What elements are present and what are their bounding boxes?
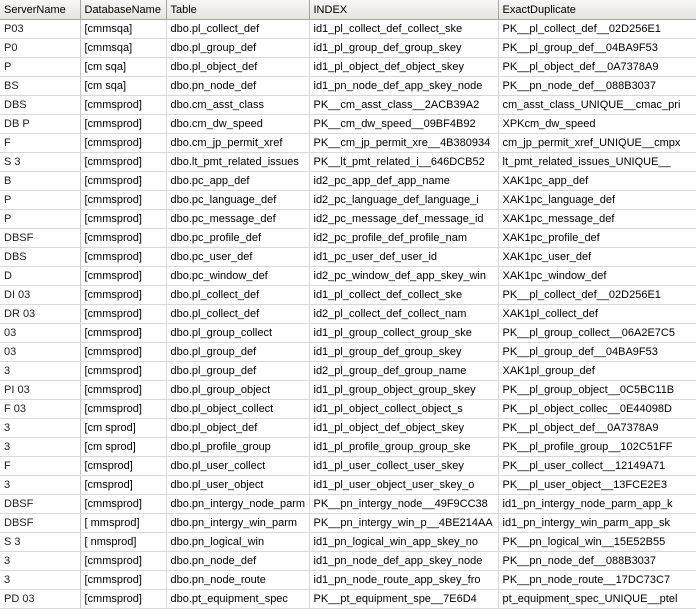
table-row[interactable] [0,191,696,210]
table-cell-databasename[interactable]: [cmmsprod] [80,210,166,229]
table-cell-databasename[interactable]: [cm sprod] [80,438,166,457]
table-cell-table[interactable]: dbo.pl_group_def [166,343,309,362]
table-cell-index[interactable]: id1_pl_collect_def_collect_ske [309,286,498,305]
table-cell-exactduplicate[interactable]: PK__pl_object_collec__0E44098D [498,400,696,419]
table-cell-exactduplicate[interactable]: XAK1pc_profile_def [498,229,696,248]
table-cell-servername[interactable]: 3 [0,362,80,381]
table-cell-exactduplicate[interactable]: XAK1pl_collect_def [498,305,696,324]
table-row[interactable] [0,590,696,609]
table-row[interactable] [0,134,696,153]
table-cell-databasename[interactable]: [cmsprod] [80,476,166,495]
table-cell-table[interactable]: dbo.pl_group_def [166,362,309,381]
table-cell-servername[interactable]: 3 [0,438,80,457]
table-cell-servername[interactable]: P0 [0,39,80,58]
table-cell-table[interactable]: dbo.pl_group_collect [166,324,309,343]
table-cell-exactduplicate[interactable]: lt_pmt_related_issues_UNIQUE__ [498,153,696,172]
table-cell-index[interactable]: PK__pt_equipment_spe__7E6D4 [309,590,498,609]
table-cell-table[interactable]: dbo.pn_intergy_node_parm [166,495,309,514]
table-cell-index[interactable]: id1_pl_group_def_group_skey [309,343,498,362]
table-cell-index[interactable]: PK__cm_dw_speed__09BF4B92 [309,115,498,134]
table-cell-servername[interactable]: DBSF [0,514,80,533]
table-row[interactable] [0,476,696,495]
table-cell-databasename[interactable]: [cmmsprod] [80,229,166,248]
table-cell-databasename[interactable]: [ nmsprod] [80,533,166,552]
table-cell-servername[interactable]: DBS [0,248,80,267]
table-cell-databasename[interactable]: [cmmsprod] [80,115,166,134]
table-cell-table[interactable]: dbo.pl_profile_group [166,438,309,457]
table-cell-servername[interactable]: DBSF [0,495,80,514]
table-cell-databasename[interactable]: [cmmsprod] [80,400,166,419]
table-row[interactable] [0,267,696,286]
column-header-servername[interactable]: ServerName [0,0,80,20]
table-cell-table[interactable]: dbo.pn_node_def [166,77,309,96]
table-cell-databasename[interactable]: [cmmsprod] [80,286,166,305]
table-cell-index[interactable]: id2_pc_window_def_app_skey_win [309,267,498,286]
table-cell-index[interactable]: id2_pc_language_def_language_i [309,191,498,210]
table-cell-index[interactable]: PK__cm_jp_permit_xre__4B380934 [309,134,498,153]
table-cell-servername[interactable]: S 3 [0,533,80,552]
table-cell-databasename[interactable]: [cmmsqa] [80,39,166,58]
table-cell-table[interactable]: dbo.pl_collect_def [166,286,309,305]
table-cell-exactduplicate[interactable]: PK__pl_collect_def__02D256E1 [498,286,696,305]
table-cell-index[interactable]: id1_pl_object_def_object_skey [309,419,498,438]
table-row[interactable] [0,172,696,191]
table-cell-servername[interactable]: PI 03 [0,381,80,400]
table-cell-table[interactable]: dbo.pc_window_def [166,267,309,286]
table-cell-databasename[interactable]: [cmmsprod] [80,362,166,381]
table-cell-databasename[interactable]: [cmmsqa] [80,20,166,39]
table-cell-exactduplicate[interactable]: pt_equipment_spec_UNIQUE__ptel [498,590,696,609]
table-cell-databasename[interactable]: [cmmsprod] [80,324,166,343]
table-row[interactable] [0,533,696,552]
table-cell-table[interactable]: dbo.pc_language_def [166,191,309,210]
table-cell-servername[interactable]: P03 [0,20,80,39]
table-cell-exactduplicate[interactable]: cm_jp_permit_xref_UNIQUE__cmpx [498,134,696,153]
table-row[interactable] [0,58,696,77]
table-cell-index[interactable]: id1_pn_node_def_app_skey_node [309,552,498,571]
table-cell-servername[interactable]: P [0,210,80,229]
table-cell-table[interactable]: dbo.pl_collect_def [166,305,309,324]
table-row[interactable] [0,457,696,476]
table-cell-databasename[interactable]: [cmmsprod] [80,590,166,609]
table-row[interactable] [0,438,696,457]
table-row[interactable] [0,324,696,343]
table-cell-exactduplicate[interactable]: PK__pn_node_def__088B3037 [498,552,696,571]
table-cell-index[interactable]: id1_pn_node_route_app_skey_fro [309,571,498,590]
table-cell-exactduplicate[interactable]: PK__pl_user_object__13FCE2E3 [498,476,696,495]
table-cell-index[interactable]: PK__lt_pmt_related_i__646DCB52 [309,153,498,172]
table-cell-servername[interactable]: B [0,172,80,191]
table-cell-databasename[interactable]: [cmmsprod] [80,571,166,590]
table-cell-databasename[interactable]: [cmmsprod] [80,172,166,191]
column-header-exactduplicate[interactable]: ExactDuplicate [498,0,696,20]
table-cell-databasename[interactable]: [cmmsprod] [80,343,166,362]
table-cell-table[interactable]: dbo.pt_equipment_spec [166,590,309,609]
table-row[interactable] [0,419,696,438]
table-cell-servername[interactable]: 3 [0,419,80,438]
table-cell-index[interactable]: id1_pl_object_collect_object_s [309,400,498,419]
table-cell-index[interactable]: id1_pl_user_object_user_skey_o [309,476,498,495]
table-cell-servername[interactable]: F [0,134,80,153]
table-cell-servername[interactable]: P [0,191,80,210]
table-cell-index[interactable]: id2_pc_message_def_message_id [309,210,498,229]
table-cell-table[interactable]: dbo.pc_message_def [166,210,309,229]
table-cell-exactduplicate[interactable]: PK__pl_group_object__0C5BC11B [498,381,696,400]
table-cell-index[interactable]: id2_pl_group_def_group_name [309,362,498,381]
table-cell-exactduplicate[interactable]: PK__pl_object_def__0A7378A9 [498,419,696,438]
table-cell-index[interactable]: id2_pc_profile_def_profile_nam [309,229,498,248]
table-cell-table[interactable]: dbo.pl_group_object [166,381,309,400]
table-cell-databasename[interactable]: [cmmsprod] [80,248,166,267]
table-row[interactable] [0,343,696,362]
column-header-index[interactable]: INDEX [309,0,498,20]
table-cell-table[interactable]: dbo.pn_intergy_win_parm [166,514,309,533]
table-cell-databasename[interactable]: [cmmsprod] [80,153,166,172]
table-cell-servername[interactable]: 3 [0,552,80,571]
table-cell-servername[interactable]: 03 [0,324,80,343]
column-header-databasename[interactable]: DatabaseName [80,0,166,20]
table-row[interactable] [0,229,696,248]
table-cell-databasename[interactable]: [cmmsprod] [80,381,166,400]
table-cell-table[interactable]: dbo.pl_object_collect [166,400,309,419]
table-cell-exactduplicate[interactable]: PK__pl_collect_def__02D256E1 [498,20,696,39]
table-cell-servername[interactable]: F 03 [0,400,80,419]
table-row[interactable] [0,400,696,419]
table-cell-index[interactable]: id1_pl_group_collect_group_ske [309,324,498,343]
table-cell-databasename[interactable]: [cmsprod] [80,457,166,476]
table-row[interactable] [0,362,696,381]
table-cell-databasename[interactable]: [cm sqa] [80,58,166,77]
table-row[interactable] [0,77,696,96]
table-row[interactable] [0,305,696,324]
table-cell-index[interactable]: PK__cm_asst_class__2ACB39A2 [309,96,498,115]
table-cell-table[interactable]: dbo.pl_object_def [166,58,309,77]
table-cell-table[interactable]: dbo.pc_user_def [166,248,309,267]
table-cell-servername[interactable]: D [0,267,80,286]
table-row[interactable] [0,495,696,514]
table-cell-servername[interactable]: DB P [0,115,80,134]
table-cell-index[interactable]: id1_pl_group_def_group_skey [309,39,498,58]
table-cell-table[interactable]: dbo.pc_profile_def [166,229,309,248]
table-cell-databasename[interactable]: [cmmsprod] [80,495,166,514]
table-cell-table[interactable]: dbo.pl_user_collect [166,457,309,476]
table-cell-servername[interactable]: DI 03 [0,286,80,305]
table-cell-databasename[interactable]: [cmmsprod] [80,96,166,115]
table-cell-exactduplicate[interactable]: PK__pl_profile_group__102C51FF [498,438,696,457]
table-cell-exactduplicate[interactable]: PK__pl_user_collect__12149A71 [498,457,696,476]
table-row[interactable] [0,153,696,172]
table-cell-table[interactable]: dbo.pn_node_def [166,552,309,571]
table-cell-exactduplicate[interactable]: XAK1pc_user_def [498,248,696,267]
table-cell-exactduplicate[interactable]: PK__pl_group_collect__06A2E7C5 [498,324,696,343]
table-cell-table[interactable]: dbo.pn_node_route [166,571,309,590]
table-row[interactable] [0,286,696,305]
table-cell-databasename[interactable]: [cmmsprod] [80,267,166,286]
table-row[interactable] [0,571,696,590]
table-cell-databasename[interactable]: [cm sprod] [80,419,166,438]
table-row[interactable] [0,210,696,229]
table-cell-exactduplicate[interactable]: id1_pn_intergy_win_parm_app_sk [498,514,696,533]
table-cell-index[interactable]: id1_pl_object_def_object_skey [309,58,498,77]
table-cell-databasename[interactable]: [cmmsprod] [80,191,166,210]
table-cell-table[interactable]: dbo.pl_group_def [166,39,309,58]
table-cell-exactduplicate[interactable]: XAK1pc_app_def [498,172,696,191]
table-cell-databasename[interactable]: [cmmsprod] [80,134,166,153]
table-cell-table[interactable]: dbo.pc_app_def [166,172,309,191]
table-cell-exactduplicate[interactable]: XAK1pc_window_def [498,267,696,286]
table-cell-table[interactable]: dbo.cm_dw_speed [166,115,309,134]
table-cell-index[interactable]: PK__pn_intergy_win_p__4BE214AA [309,514,498,533]
table-cell-table[interactable]: dbo.cm_jp_permit_xref [166,134,309,153]
table-row[interactable] [0,514,696,533]
table-cell-table[interactable]: dbo.pl_user_object [166,476,309,495]
table-cell-servername[interactable]: S 3 [0,153,80,172]
table-cell-exactduplicate[interactable]: XAK1pc_message_def [498,210,696,229]
table-cell-servername[interactable]: 3 [0,476,80,495]
table-row[interactable] [0,248,696,267]
table-cell-databasename[interactable]: [ mmsprod] [80,514,166,533]
table-cell-servername[interactable]: DBS [0,96,80,115]
table-cell-index[interactable]: id1_pn_logical_win_app_skey_no [309,533,498,552]
table-cell-table[interactable]: dbo.pl_collect_def [166,20,309,39]
table-cell-exactduplicate[interactable]: id1_pn_intergy_node_parm_app_k [498,495,696,514]
table-cell-index[interactable]: id2_pl_collect_def_collect_nam [309,305,498,324]
table-cell-exactduplicate[interactable]: PK__pl_group_def__04BA9F53 [498,39,696,58]
table-cell-exactduplicate[interactable]: PK__pl_group_def__04BA9F53 [498,343,696,362]
table-cell-exactduplicate[interactable]: XAK1pc_language_def [498,191,696,210]
table-cell-servername[interactable]: F [0,457,80,476]
table-cell-table[interactable]: dbo.pl_object_def [166,419,309,438]
table-cell-table[interactable]: dbo.pn_logical_win [166,533,309,552]
table-cell-index[interactable]: id1_pl_profile_group_group_ske [309,438,498,457]
table-row[interactable] [0,20,696,39]
table-cell-servername[interactable]: 03 [0,343,80,362]
table-cell-exactduplicate[interactable]: PK__pn_node_route__17DC73C7 [498,571,696,590]
table-cell-servername[interactable]: DR 03 [0,305,80,324]
table-cell-databasename[interactable]: [cm sqa] [80,77,166,96]
table-cell-table[interactable]: dbo.lt_pmt_related_issues [166,153,309,172]
table-row[interactable] [0,115,696,134]
table-cell-index[interactable]: id1_pl_group_object_group_skey [309,381,498,400]
column-header-table[interactable]: Table [166,0,309,20]
table-cell-servername[interactable]: P [0,58,80,77]
table-cell-databasename[interactable]: [cmmsprod] [80,552,166,571]
table-cell-index[interactable]: id1_pl_user_collect_user_skey [309,457,498,476]
table-cell-exactduplicate[interactable]: XPKcm_dw_speed [498,115,696,134]
table-cell-servername[interactable]: PD 03 [0,590,80,609]
table-row[interactable] [0,381,696,400]
table-cell-exactduplicate[interactable]: PK__pn_logical_win__15E52B55 [498,533,696,552]
table-cell-servername[interactable]: 3 [0,571,80,590]
table-cell-index[interactable]: id1_pc_user_def_user_id [309,248,498,267]
table-cell-servername[interactable]: DBSF [0,229,80,248]
table-row[interactable] [0,552,696,571]
header-row [0,0,696,20]
table-cell-table[interactable]: dbo.cm_asst_class [166,96,309,115]
table-row[interactable] [0,39,696,58]
table-cell-index[interactable]: id1_pn_node_def_app_skey_node [309,77,498,96]
table-cell-index[interactable]: id1_pl_collect_def_collect_ske [309,20,498,39]
table-cell-exactduplicate[interactable]: PK__pl_object_def__0A7378A9 [498,58,696,77]
table-cell-databasename[interactable]: [cmmsprod] [80,305,166,324]
table-row[interactable] [0,96,696,115]
table-cell-exactduplicate[interactable]: PK__pn_node_def__088B3037 [498,77,696,96]
table-cell-servername[interactable]: BS [0,77,80,96]
table-cell-exactduplicate[interactable]: cm_asst_class_UNIQUE__cmac_pri [498,96,696,115]
table-cell-index[interactable]: PK__pn_intergy_node__49F9CC38 [309,495,498,514]
table-cell-exactduplicate[interactable]: XAK1pl_group_def [498,362,696,381]
table-cell-index[interactable]: id2_pc_app_def_app_name [309,172,498,191]
